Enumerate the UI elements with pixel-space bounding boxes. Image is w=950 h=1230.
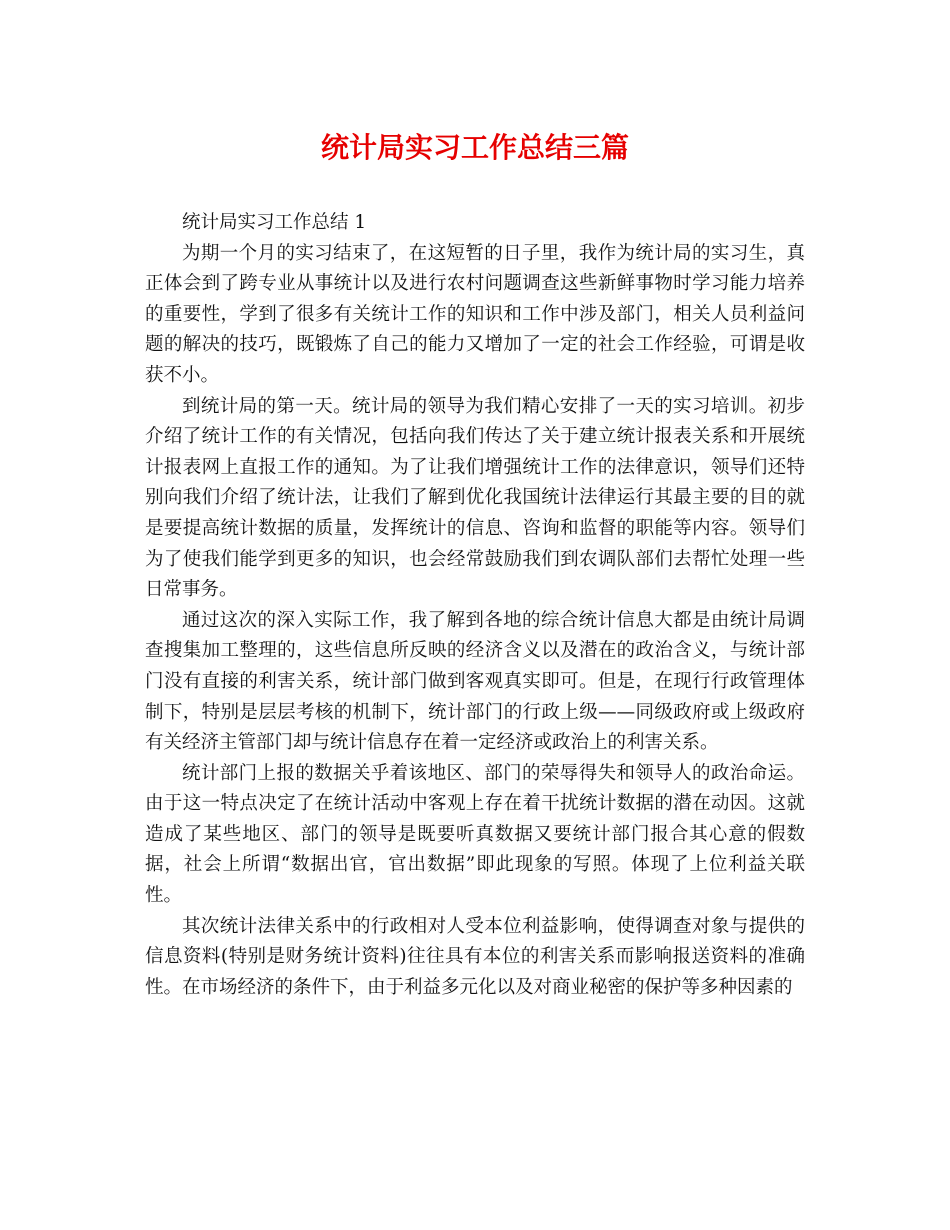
section-heading: 统计局实习工作总结 1: [182, 212, 367, 233]
document-title: 统计局实习工作总结三篇: [320, 131, 629, 164]
paragraph-4: 统计部门上报的数据关乎着该地区、部门的荣辱得失和领导人的政治命运。由于这一特点决定了在统计活动中客观上存在着干扰统计数据的潜在动因。这就造成了某些地区、部门的领导是既要听真数据又要统计部门报合其心意的假数据，社会上所谓“数据出官，官出数据”即此现象的写照。体现了上位利益关联性。: [145, 762, 805, 907]
paragraph-2: 到统计局的第一天。统计局的领导为我们精心安排了一天的实习培训。初步介绍了统计工作的有关情况，包括向我们传达了关于建立统计报表关系和开展统计报表网上直报工作的通知。为了让我们增强统计工作的法律意识，领导们还特别向我们介绍了统计法，让我们了解到优化我国统计法律运行其最主要的目的就是要提高统计数据的质量，发挥统计的信息、咨询和监督的职能等内容。领导们为了使我们能学到更多的知识，也会经常鼓励我们到农调队部们去帮忙处理一些日常事务。: [145, 395, 805, 601]
paragraph-1: 为期一个月的实习结束了，在这短暂的日子里，我作为统计局的实习生，真正体会到了跨专业从事统计以及进行农村问题调查这些新鲜事物时学习能力培养的重要性，学到了很多有关统计工作的知识和工作中涉及部门，相关人员利益问题的解决的技巧，既锻炼了自己的能力又增加了一定的社会工作经验，可谓是收获不小。: [145, 242, 805, 386]
paragraph-3: 通过这次的深入实际工作，我了解到各地的综合统计信息大都是由统计局调查搜集加工整理的，这些信息所反映的经济含义以及潜在的政治含义，与统计部门没有直接的利害关系，统计部门做到客观真实即可。但是，在现行行政管理体制下，特别是层层考核的机制下，统计部门的行政上级——同级政府或上级政府有关经济主管部门却与统计信息存在着一定经济或政治上的利害关系。: [145, 609, 805, 754]
document-body: [145, 208, 805, 1003]
paragraph-5: 其次统计法律关系中的行政相对人受本位利益影响，使得调查对象与提供的信息资料(特别是财务统计资料)往往具有本位的利害关系而影响报送资料的准确性。在市场经济的条件下，由于利益多元化以及对商业秘密的保护等多种因素的: [145, 915, 805, 998]
